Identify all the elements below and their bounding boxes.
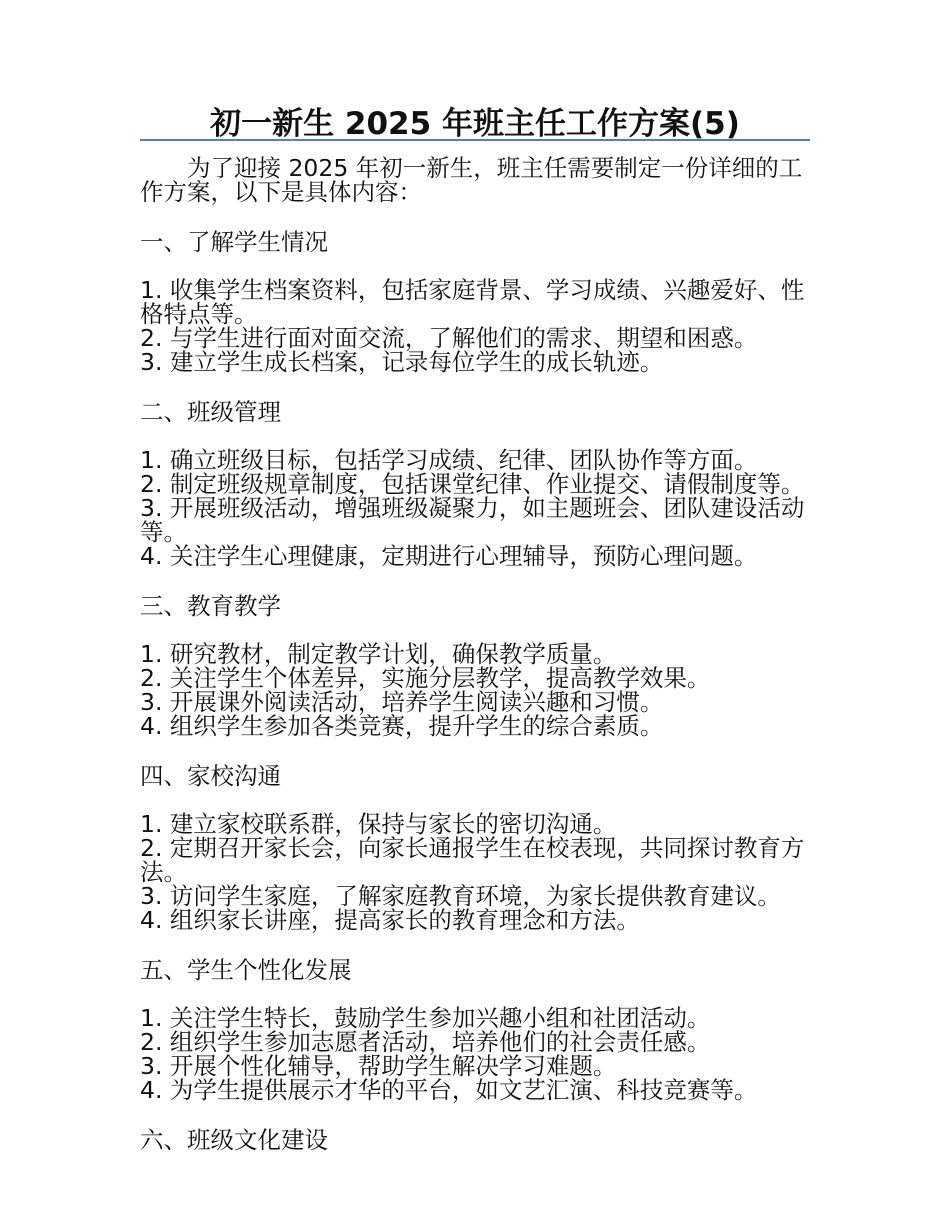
list-item: 1. 建立家校联系群，保持与家长的密切沟通。	[140, 810, 617, 838]
list-item: 4. 组织家长讲座，提高家长的教育理念和方法。	[140, 906, 640, 934]
document-body	[140, 156, 810, 1152]
section-list	[140, 278, 810, 374]
list-item: 3. 建立学生成长档案，记录每位学生的成长轨迹。	[140, 348, 664, 376]
list-item: 1. 研究教材，制定教学计划，确保教学质量。	[140, 640, 617, 668]
list-item: 3. 开展课外阅读活动，培养学生阅读兴趣和习惯。	[140, 688, 664, 716]
page-title: 初一新生 2025 年班主任工作方案(5)	[210, 106, 740, 142]
section-4	[140, 764, 810, 932]
intro-paragraph: 为了迎接 2025 年初一新生，班主任需要制定一份详细的工作方案，以下是具体内容：	[140, 154, 803, 206]
list-item: 2. 制定班级规章制度，包括课堂纪律、作业提交、请假制度等。	[140, 470, 805, 498]
list-item: 1. 确立班级目标，包括学习成绩、纪律、团队协作等方面。	[140, 446, 758, 474]
list-item: 2. 与学生进行面对面交流，了解他们的需求、期望和困惑。	[140, 324, 758, 352]
list-item: 1. 收集学生档案资料，包括家庭背景、学习成绩、兴趣爱好、性格特点等。	[140, 276, 805, 328]
list-item: 2. 组织学生参加志愿者活动，培养他们的社会责任感。	[140, 1028, 711, 1056]
section-heading: 三、教育教学	[140, 592, 281, 620]
list-item: 2. 关注学生个体差异，实施分层教学，提高教学效果。	[140, 664, 711, 692]
list-item: 4. 为学生提供展示才华的平台，如文艺汇演、科技竞赛等。	[140, 1076, 758, 1104]
section-1	[140, 230, 810, 374]
list-item: 2. 定期召开家长会，向家长通报学生在校表现，共同探讨教育方法。	[140, 834, 805, 886]
section-list	[140, 812, 810, 932]
section-list	[140, 448, 810, 568]
list-item: 4. 组织学生参加各类竞赛，提升学生的综合素质。	[140, 712, 664, 740]
section-5	[140, 958, 810, 1102]
list-item: 1. 关注学生特长，鼓励学生参加兴趣小组和社团活动。	[140, 1004, 711, 1032]
section-heading: 四、家校沟通	[140, 762, 281, 790]
list-item: 3. 开展个性化辅导，帮助学生解决学习难题。	[140, 1052, 617, 1080]
title-underline	[140, 139, 810, 141]
section-list	[140, 1006, 810, 1102]
section-heading: 六、班级文化建设	[140, 1126, 328, 1154]
list-item: 3. 访问学生家庭，了解家庭教育环境，为家长提供教育建议。	[140, 882, 781, 910]
section-heading: 一、了解学生情况	[140, 228, 328, 256]
section-3	[140, 594, 810, 738]
section-2	[140, 400, 810, 568]
list-item: 3. 开展班级活动，增强班级凝聚力，如主题班会、团队建设活动等。	[140, 494, 805, 546]
section-list	[140, 642, 810, 738]
section-heading: 五、学生个性化发展	[140, 956, 352, 984]
section-6	[140, 1128, 810, 1152]
section-heading: 二、班级管理	[140, 398, 281, 426]
list-item: 4. 关注学生心理健康，定期进行心理辅导，预防心理问题。	[140, 542, 758, 570]
